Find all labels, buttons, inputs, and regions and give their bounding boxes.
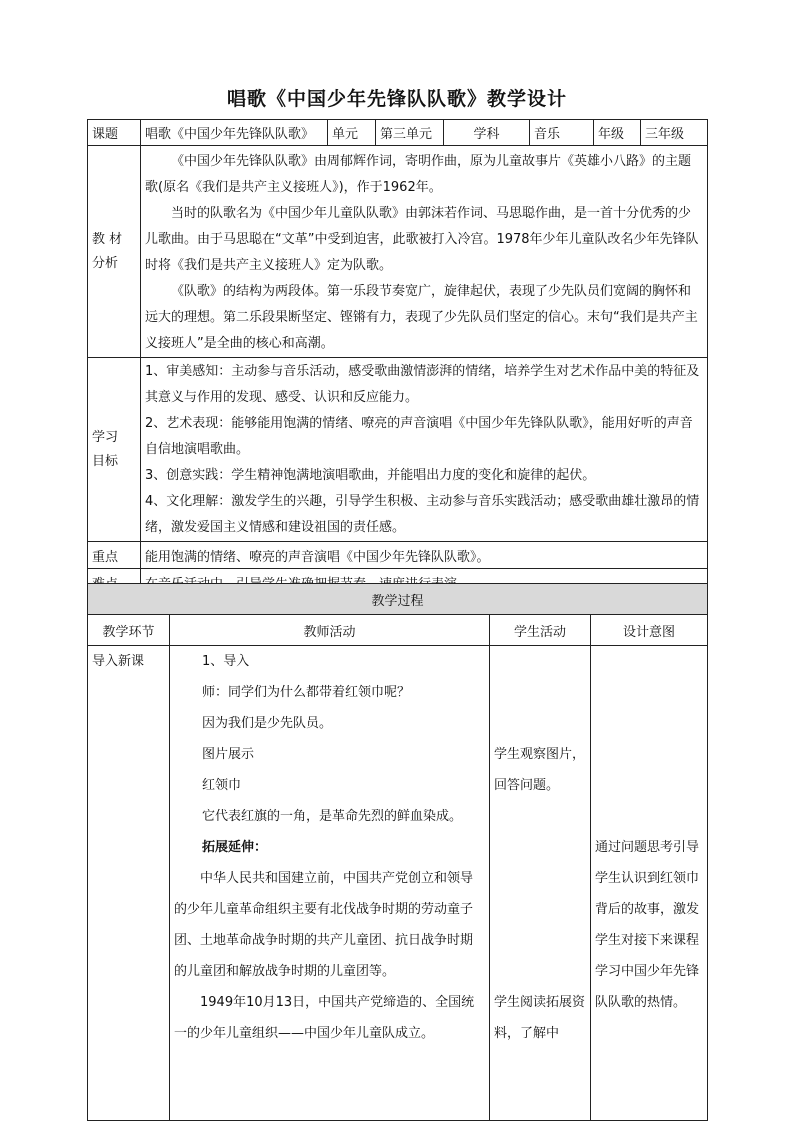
column-header: 教学环节: [88, 615, 170, 646]
key-content: 能用饱满的情绪、嘹亮的声音演唱《中国少年先锋队队歌》。: [141, 542, 708, 569]
teacher-line: 因为我们是少先队员。: [202, 716, 333, 731]
teacher-paragraph: 中华人民共和国建立前，中国共产党创立和领导的少年儿童革命组织主要有北伐战争时期的劳动童子团、土地革命战争时期的共产儿童团、抗日战争时期的儿童团和解放战争时期的儿童团等。: [174, 871, 474, 979]
key-row: [88, 542, 708, 569]
analysis-paragraph: 《中国少年先锋队队歌》由周郁辉作词，寄明作曲，原为儿童故事片《英雄小八路》的主题歌(原名《我们是共产主义接班人》)，作于1962年。: [145, 154, 692, 195]
goal-item: 4、文化理解：激发学生的兴趣，引导学生积极、主动参与音乐实践活动；感受歌曲雄壮激昂的情绪，激发爱国主义情感和建设祖国的责任感。: [145, 494, 700, 535]
teacher-line: 图片展示: [202, 747, 255, 762]
teacher-line: 它代表红旗的一角，是革命先烈的鲜血染成。: [202, 809, 463, 824]
design-intent: [591, 646, 708, 1121]
analysis-content: [141, 146, 708, 358]
teacher-activity: [170, 646, 490, 1121]
unit-value: 第三单元: [376, 120, 444, 146]
teacher-paragraph: 1949年10月13日，中国共产党缔造的、全国统一的少年儿童组织——中国少年儿童队成立。: [174, 995, 475, 1041]
analysis-paragraph: 《队歌》的结构为两段体。第一乐段节奏宽广，旋律起伏，表现了少先队员们宽阔的胸怀和远大的理想。第二乐段果断坚定、铿锵有力，表现了少先队员们坚定的信心。末句“我们是共产主义接班人”是全曲的核心和高潮。: [145, 284, 698, 351]
topic-value: 唱歌《中国少年先锋队队歌》: [141, 120, 328, 146]
student-activity: [490, 646, 591, 1121]
goal-item: 1、审美感知：主动参与音乐活动，感受歌曲激情澎湃的情绪，培养学生对艺术作品中美的特征及其意义与作用的发现、感受、认识和反应能力。: [145, 364, 700, 405]
student-line: 学生观察图片，回答问题。: [494, 747, 586, 793]
teacher-line: 师：同学们为什么都带着红领巾呢？: [202, 685, 411, 700]
key-label: 重点: [88, 542, 141, 569]
header-row: [88, 120, 708, 146]
analysis-paragraph: 当时的队歌名为《中国少年儿童队队歌》由郭沫若作词、马思聪作曲，是一首十分优秀的少儿歌曲。由于马思聪在“文革”中受到迫害，此歌被打入冷宫。1978年少年儿童队改名少年先锋队时将《我们是共产主义接班人》定为队歌。: [145, 206, 699, 273]
process-title: 教学过程: [88, 584, 708, 615]
document-title: 唱歌《中国少年先锋队队歌》教学设计: [226, 88, 567, 110]
column-header: 学生活动: [490, 615, 591, 646]
subject-value: 音乐: [530, 120, 594, 146]
process-row-intro: [88, 646, 708, 1121]
column-header: 设计意图: [591, 615, 708, 646]
goals-label: 学习 目标: [88, 358, 141, 542]
goal-item: 2、艺术表现：能够能用饱满的情绪、嘹亮的声音演唱《中国少年先锋队队歌》，能用好听的声音自信地演唱歌曲。: [145, 416, 693, 457]
teaching-process-table: [87, 583, 708, 1121]
process-column-headers: [88, 615, 708, 646]
process-title-row: [88, 584, 708, 615]
teacher-line: 红领巾: [202, 778, 242, 793]
grade-value: 三年级: [641, 120, 708, 146]
goal-item: 3、创意实践：学生精神饱满地演唱歌曲，并能唱出力度的变化和旋律的起伏。: [145, 468, 596, 483]
goals-content: [141, 358, 708, 542]
analysis-label: 教 材 分析: [88, 146, 141, 358]
lesson-info-table: [87, 119, 708, 596]
analysis-row: [88, 146, 708, 358]
student-line: 学生阅读拓展资料，了解中: [494, 995, 586, 1041]
intent-text: 通过问题思考引导学生认识到红领巾背后的故事，激发学生对接下来课程学习中国少年先锋队队歌的热情。: [595, 840, 700, 1010]
grade-label: 年级: [594, 120, 641, 146]
teacher-line: 1、导入: [202, 654, 250, 669]
column-header: 教师活动: [170, 615, 490, 646]
topic-label: 课题: [88, 120, 141, 146]
unit-label: 单元: [328, 120, 376, 146]
goals-row: [88, 358, 708, 542]
section-label: 导入新课: [88, 646, 170, 1121]
extension-heading: 拓展延伸：: [202, 840, 268, 855]
subject-label: 学科: [444, 120, 530, 146]
